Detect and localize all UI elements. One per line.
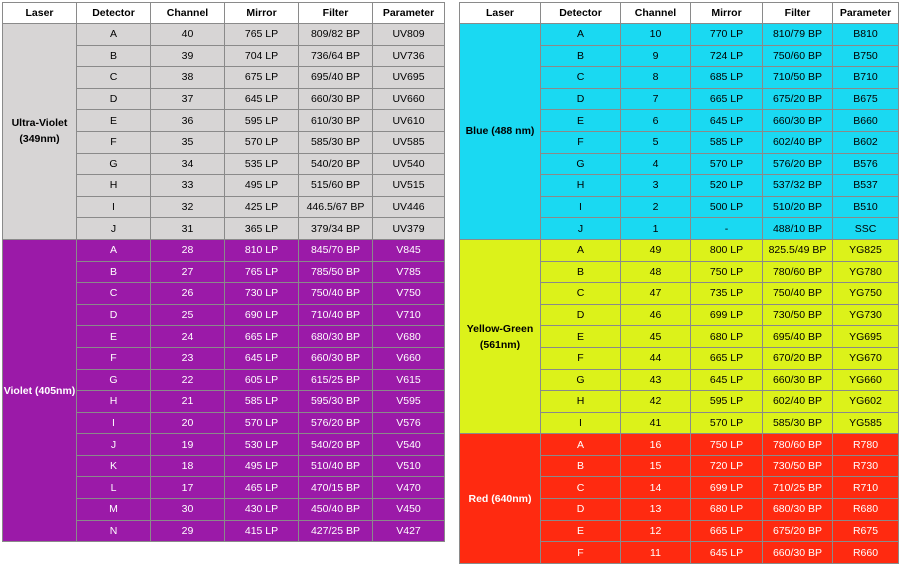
detector-cell: C [77,283,151,305]
mirror-cell: 520 LP [691,175,763,197]
parameter-cell: UV809 [373,24,445,46]
filter-cell: 470/15 BP [299,477,373,499]
filter-cell: 695/40 BP [299,67,373,89]
mirror-cell: 595 LP [225,110,299,132]
channel-cell: 21 [151,391,225,413]
filter-cell: 730/50 BP [763,304,833,326]
parameter-cell: V510 [373,455,445,477]
mirror-cell: 645 LP [691,369,763,391]
channel-cell: 30 [151,499,225,521]
channel-cell: 17 [151,477,225,499]
header-parameter: Parameter [373,3,445,24]
parameter-cell: V540 [373,434,445,456]
filter-cell: 845/70 BP [299,239,373,261]
detector-cell: C [541,67,621,89]
parameter-cell: YG670 [833,347,899,369]
laser-cell: Blue (488 nm) [460,24,541,240]
filter-cell: 510/20 BP [763,196,833,218]
mirror-cell: 730 LP [225,283,299,305]
right-laser-table [459,2,899,564]
detector-cell: D [77,88,151,110]
detector-cell: E [77,326,151,348]
filter-cell: 750/40 BP [763,283,833,305]
channel-cell: 47 [621,283,691,305]
header-mirror: Mirror [691,3,763,24]
detector-cell: G [77,153,151,175]
channel-cell: 23 [151,347,225,369]
channel-cell: 37 [151,88,225,110]
mirror-cell: 605 LP [225,369,299,391]
detector-cell: H [77,391,151,413]
filter-cell: 675/20 BP [763,520,833,542]
detector-cell: A [541,434,621,456]
filter-cell: 515/60 BP [299,175,373,197]
detector-cell: G [541,153,621,175]
laser-cell: Ultra-Violet (349nm) [3,24,77,240]
mirror-cell: 595 LP [691,391,763,413]
parameter-cell: YG750 [833,283,899,305]
channel-cell: 28 [151,239,225,261]
filter-cell: 750/60 BP [763,45,833,67]
channel-cell: 9 [621,45,691,67]
mirror-cell: 465 LP [225,477,299,499]
channel-cell: 43 [621,369,691,391]
filter-cell: 450/40 BP [299,499,373,521]
left-table-header [3,3,445,24]
mirror-cell: 680 LP [691,326,763,348]
filter-cell: 736/64 BP [299,45,373,67]
left-laser-table [2,2,445,542]
filter-cell: 680/30 BP [763,499,833,521]
mirror-cell: 665 LP [691,347,763,369]
detector-cell: N [77,520,151,542]
detector-cell: I [77,412,151,434]
mirror-cell: 415 LP [225,520,299,542]
parameter-cell: YG660 [833,369,899,391]
mirror-cell: 645 LP [225,347,299,369]
parameter-cell: B675 [833,88,899,110]
parameter-cell: UV379 [373,218,445,240]
parameter-cell: V845 [373,239,445,261]
mirror-cell: 495 LP [225,175,299,197]
mirror-cell: - [691,218,763,240]
channel-cell: 39 [151,45,225,67]
detector-cell: H [77,175,151,197]
mirror-cell: 430 LP [225,499,299,521]
mirror-cell: 645 LP [691,542,763,564]
channel-cell: 22 [151,369,225,391]
detector-cell: F [77,347,151,369]
detector-cell: H [541,391,621,413]
parameter-cell: UV610 [373,110,445,132]
channel-cell: 24 [151,326,225,348]
detector-cell: B [541,45,621,67]
laser-cell: Yellow-Green (561nm) [460,239,541,433]
filter-cell: 427/25 BP [299,520,373,542]
header-laser: Laser [3,3,77,24]
mirror-cell: 770 LP [691,24,763,46]
header-filter: Filter [299,3,373,24]
detector-cell: F [541,347,621,369]
detector-cell: C [541,283,621,305]
detector-cell: B [77,45,151,67]
filter-cell: 585/30 BP [299,131,373,153]
channel-cell: 4 [621,153,691,175]
mirror-cell: 570 LP [225,131,299,153]
channel-cell: 42 [621,391,691,413]
detector-cell: H [541,175,621,197]
detector-cell: C [541,477,621,499]
header-detector: Detector [77,3,151,24]
parameter-cell: B576 [833,153,899,175]
channel-cell: 25 [151,304,225,326]
filter-cell: 750/40 BP [299,283,373,305]
detector-cell: E [541,110,621,132]
filter-cell: 660/30 BP [299,347,373,369]
mirror-cell: 765 LP [225,24,299,46]
channel-cell: 31 [151,218,225,240]
parameter-cell: UV515 [373,175,445,197]
filter-cell: 809/82 BP [299,24,373,46]
detector-cell: A [77,24,151,46]
mirror-cell: 530 LP [225,434,299,456]
filter-cell: 585/30 BP [763,412,833,434]
mirror-cell: 570 LP [225,412,299,434]
filter-cell: 540/20 BP [299,434,373,456]
channel-cell: 2 [621,196,691,218]
channel-cell: 10 [621,24,691,46]
detector-cell: J [541,218,621,240]
left-table-body [3,24,445,542]
filter-cell: 379/34 BP [299,218,373,240]
filter-cell: 595/30 BP [299,391,373,413]
parameter-cell: UV446 [373,196,445,218]
table-row [3,24,445,46]
parameter-cell: UV585 [373,131,445,153]
detector-cell: I [541,196,621,218]
right-table-header [460,3,899,24]
parameter-cell: V785 [373,261,445,283]
channel-cell: 11 [621,542,691,564]
filter-cell: 488/10 BP [763,218,833,240]
parameter-cell: UV736 [373,45,445,67]
filter-cell: 602/40 BP [763,391,833,413]
detector-cell: A [541,239,621,261]
parameter-cell: V710 [373,304,445,326]
detector-cell: D [77,304,151,326]
parameter-cell: YG780 [833,261,899,283]
parameter-cell: R680 [833,499,899,521]
parameter-cell: V680 [373,326,445,348]
filter-cell: 780/60 BP [763,434,833,456]
filter-cell: 660/30 BP [299,88,373,110]
channel-cell: 19 [151,434,225,456]
channel-cell: 49 [621,239,691,261]
mirror-cell: 699 LP [691,477,763,499]
filter-cell: 785/50 BP [299,261,373,283]
filter-cell: 695/40 BP [763,326,833,348]
header-mirror: Mirror [225,3,299,24]
parameter-cell: R780 [833,434,899,456]
detector-cell: D [541,88,621,110]
channel-cell: 3 [621,175,691,197]
mirror-cell: 810 LP [225,239,299,261]
table-row [460,24,899,46]
channel-cell: 29 [151,520,225,542]
channel-cell: 32 [151,196,225,218]
filter-cell: 825.5/49 BP [763,239,833,261]
filter-cell: 780/60 BP [763,261,833,283]
channel-cell: 44 [621,347,691,369]
mirror-cell: 495 LP [225,455,299,477]
filter-cell: 537/32 BP [763,175,833,197]
detector-cell: D [541,304,621,326]
detector-cell: K [77,455,151,477]
filter-cell: 670/20 BP [763,347,833,369]
parameter-cell: B750 [833,45,899,67]
parameter-cell: SSC [833,218,899,240]
filter-cell: 680/30 BP [299,326,373,348]
parameter-cell: B710 [833,67,899,89]
parameter-cell: V427 [373,520,445,542]
header-parameter: Parameter [833,3,899,24]
mirror-cell: 800 LP [691,239,763,261]
parameter-cell: YG825 [833,239,899,261]
channel-cell: 41 [621,412,691,434]
parameter-cell: B602 [833,131,899,153]
laser-cell: Red (640nm) [460,434,541,564]
mirror-cell: 665 LP [691,520,763,542]
channel-cell: 20 [151,412,225,434]
filter-cell: 576/20 BP [763,153,833,175]
channel-cell: 35 [151,131,225,153]
detector-cell: L [77,477,151,499]
channel-cell: 12 [621,520,691,542]
channel-cell: 46 [621,304,691,326]
mirror-cell: 585 LP [691,131,763,153]
parameter-cell: V450 [373,499,445,521]
filter-cell: 610/30 BP [299,110,373,132]
channel-cell: 1 [621,218,691,240]
channel-cell: 48 [621,261,691,283]
detector-cell: G [77,369,151,391]
detector-cell: E [77,110,151,132]
mirror-cell: 750 LP [691,261,763,283]
parameter-cell: UV660 [373,88,445,110]
channel-cell: 27 [151,261,225,283]
detector-cell: B [77,261,151,283]
mirror-cell: 685 LP [691,67,763,89]
channel-cell: 5 [621,131,691,153]
filter-cell: 660/30 BP [763,369,833,391]
parameter-cell: V660 [373,347,445,369]
mirror-cell: 585 LP [225,391,299,413]
parameter-cell: R730 [833,455,899,477]
detector-cell: F [541,131,621,153]
mirror-cell: 645 LP [691,110,763,132]
mirror-cell: 699 LP [691,304,763,326]
channel-cell: 34 [151,153,225,175]
parameter-cell: R675 [833,520,899,542]
detector-cell: A [77,239,151,261]
filter-cell: 675/20 BP [763,88,833,110]
mirror-cell: 765 LP [225,261,299,283]
filter-cell: 660/30 BP [763,110,833,132]
mirror-cell: 425 LP [225,196,299,218]
detector-cell: B [541,455,621,477]
parameter-cell: V615 [373,369,445,391]
parameter-cell: YG602 [833,391,899,413]
mirror-cell: 645 LP [225,88,299,110]
channel-cell: 26 [151,283,225,305]
parameter-cell: YG695 [833,326,899,348]
detector-cell: F [541,542,621,564]
mirror-cell: 675 LP [225,67,299,89]
parameter-cell: YG730 [833,304,899,326]
detector-cell: J [77,218,151,240]
right-table-body [460,24,899,564]
parameter-cell: R710 [833,477,899,499]
filter-cell: 540/20 BP [299,153,373,175]
filter-cell: 710/25 BP [763,477,833,499]
filter-cell: 576/20 BP [299,412,373,434]
detector-cell: A [541,24,621,46]
filter-cell: 602/40 BP [763,131,833,153]
mirror-cell: 724 LP [691,45,763,67]
detector-cell: F [77,131,151,153]
parameter-cell: R660 [833,542,899,564]
detector-cell: I [77,196,151,218]
mirror-cell: 365 LP [225,218,299,240]
parameter-cell: V750 [373,283,445,305]
channel-cell: 33 [151,175,225,197]
filter-cell: 710/40 BP [299,304,373,326]
header-laser: Laser [460,3,541,24]
mirror-cell: 750 LP [691,434,763,456]
filter-cell: 446.5/67 BP [299,196,373,218]
detector-cell: I [541,412,621,434]
detector-cell: G [541,369,621,391]
filter-cell: 710/50 BP [763,67,833,89]
channel-cell: 40 [151,24,225,46]
detector-cell: D [541,499,621,521]
header-channel: Channel [621,3,691,24]
detector-cell: C [77,67,151,89]
mirror-cell: 500 LP [691,196,763,218]
parameter-cell: B510 [833,196,899,218]
channel-cell: 7 [621,88,691,110]
mirror-cell: 535 LP [225,153,299,175]
parameter-cell: UV540 [373,153,445,175]
channel-cell: 36 [151,110,225,132]
filter-cell: 510/40 BP [299,455,373,477]
filter-cell: 660/30 BP [763,542,833,564]
parameter-cell: B537 [833,175,899,197]
mirror-cell: 704 LP [225,45,299,67]
mirror-cell: 690 LP [225,304,299,326]
detector-cell: J [77,434,151,456]
laser-cell: Violet (405nm) [3,239,77,541]
table-row [460,434,899,456]
parameter-cell: YG585 [833,412,899,434]
mirror-cell: 665 LP [225,326,299,348]
detector-cell: M [77,499,151,521]
channel-cell: 14 [621,477,691,499]
channel-cell: 38 [151,67,225,89]
filter-cell: 730/50 BP [763,455,833,477]
channel-cell: 15 [621,455,691,477]
parameter-cell: UV695 [373,67,445,89]
mirror-cell: 680 LP [691,499,763,521]
header-filter: Filter [763,3,833,24]
detector-cell: E [541,326,621,348]
detector-cell: E [541,520,621,542]
mirror-cell: 665 LP [691,88,763,110]
parameter-cell: V470 [373,477,445,499]
channel-cell: 18 [151,455,225,477]
header-channel: Channel [151,3,225,24]
mirror-cell: 570 LP [691,412,763,434]
table-row [3,239,445,261]
parameter-cell: B660 [833,110,899,132]
parameter-cell: V576 [373,412,445,434]
filter-cell: 615/25 BP [299,369,373,391]
mirror-cell: 570 LP [691,153,763,175]
channel-cell: 16 [621,434,691,456]
mirror-cell: 735 LP [691,283,763,305]
parameter-cell: B810 [833,24,899,46]
mirror-cell: 720 LP [691,455,763,477]
header-detector: Detector [541,3,621,24]
parameter-cell: V595 [373,391,445,413]
table-row [460,239,899,261]
channel-cell: 45 [621,326,691,348]
filter-cell: 810/79 BP [763,24,833,46]
channel-cell: 13 [621,499,691,521]
detector-cell: B [541,261,621,283]
channel-cell: 6 [621,110,691,132]
channel-cell: 8 [621,67,691,89]
